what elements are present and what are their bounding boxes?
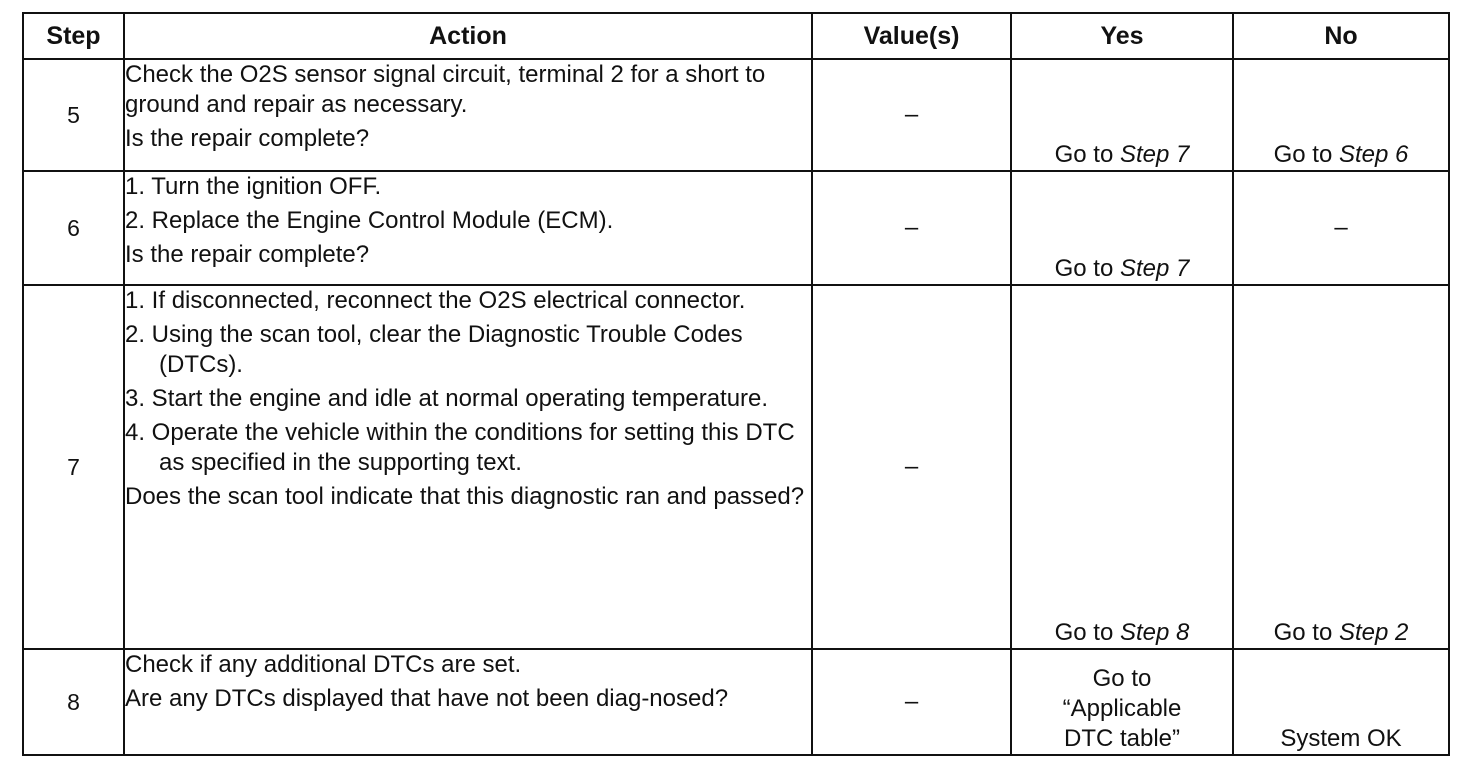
action-item: 2. Using the scan tool, clear the Diagnostic Trouble Codes (DTCs).	[125, 321, 743, 378]
yes-prefix: Go to	[1054, 255, 1120, 282]
action-question: Is the repair complete?	[125, 241, 370, 268]
action-item: 1. Turn the ignition OFF.	[125, 173, 382, 200]
yes-cell	[1011, 59, 1233, 171]
yes-cell	[1011, 285, 1233, 649]
yes-line: Go to	[1092, 665, 1152, 692]
no-prefix: Go to	[1273, 141, 1339, 168]
action-cell	[124, 171, 812, 285]
header-yes: Yes	[1011, 13, 1233, 59]
value-cell: –	[812, 171, 1011, 285]
no-step-ref: Step 6	[1338, 141, 1409, 168]
no-step-ref: Step 2	[1338, 619, 1409, 646]
table-row-step-6	[23, 171, 1449, 285]
yes-step-ref: Step 7	[1119, 255, 1190, 282]
action-item: 3. Start the engine and idle at normal operating temperature.	[125, 385, 769, 412]
yes-step-ref: Step 7	[1119, 141, 1190, 168]
no-cell: –	[1233, 171, 1449, 285]
action-item: 1. If disconnected, reconnect the O2S electrical connector.	[125, 287, 746, 314]
yes-line: “Applicable	[1062, 695, 1182, 722]
step-number: 8	[23, 649, 124, 755]
no-cell	[1233, 285, 1449, 649]
value-cell: –	[812, 59, 1011, 171]
header-step: Step	[23, 13, 124, 59]
step-number: 7	[23, 285, 124, 649]
value-cell: –	[812, 649, 1011, 755]
action-text: Check the O2S sensor signal circuit, terminal 2 for a short to ground and repair as necessary.	[125, 61, 766, 118]
step-number: 5	[23, 59, 124, 171]
action-question: Is the repair complete?	[125, 125, 370, 152]
header-no: No	[1233, 13, 1449, 59]
value-cell: –	[812, 285, 1011, 649]
action-question: Are any DTCs displayed that have not been diag-nosed?	[125, 685, 729, 712]
yes-step-ref: Step 8	[1119, 619, 1190, 646]
action-item: 4. Operate the vehicle within the conditions for setting this DTC as specified in the supporting text.	[125, 419, 795, 476]
no-cell	[1233, 59, 1449, 171]
yes-prefix: Go to	[1054, 141, 1120, 168]
yes-cell	[1011, 171, 1233, 285]
action-text: Check if any additional DTCs are set.	[125, 651, 522, 678]
no-cell: System OK	[1233, 649, 1449, 755]
table-row-step-7	[23, 285, 1449, 649]
table-row-step-8	[23, 649, 1449, 755]
action-cell	[124, 649, 812, 755]
action-question: Does the scan tool indicate that this diagnostic ran and passed?	[125, 483, 805, 510]
yes-line: DTC table”	[1063, 725, 1181, 752]
table-row-step-5	[23, 59, 1449, 171]
header-row	[23, 13, 1449, 59]
header-values: Value(s)	[812, 13, 1011, 59]
diagnostic-table	[22, 12, 1450, 756]
yes-prefix: Go to	[1054, 619, 1120, 646]
yes-cell	[1011, 649, 1233, 755]
action-cell	[124, 285, 812, 649]
no-prefix: Go to	[1273, 619, 1339, 646]
action-item: 2. Replace the Engine Control Module (ECM).	[125, 207, 614, 234]
step-number: 6	[23, 171, 124, 285]
action-cell	[124, 59, 812, 171]
header-action: Action	[124, 13, 812, 59]
